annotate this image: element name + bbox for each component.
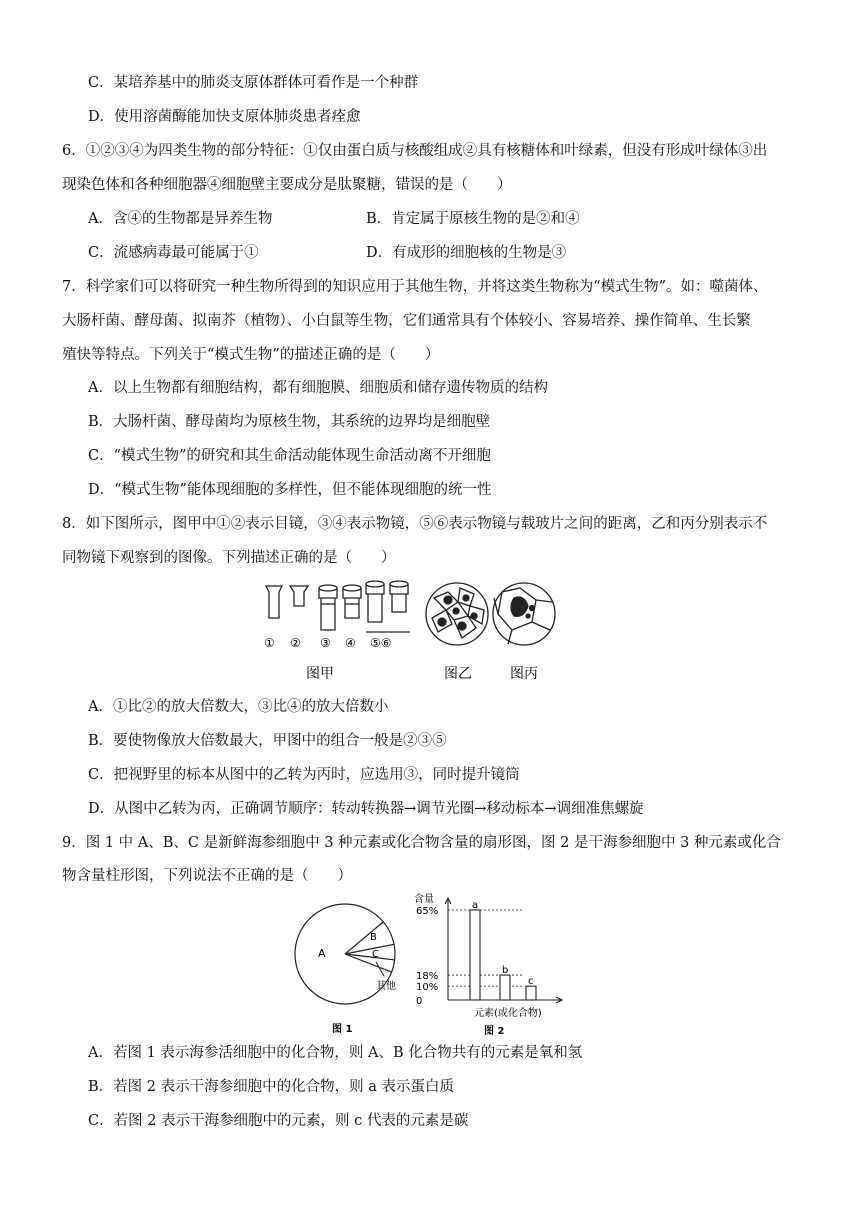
bar-c — [526, 986, 536, 1000]
q8-option-b: B．要使物像放大倍数最大，甲图中的组合一般是②③⑤ — [88, 733, 447, 749]
view-bing-icon — [493, 583, 555, 645]
objective-3-icon — [319, 585, 337, 630]
q7-stem-line1: 7．科学家们可以将研究一种生物所得到的知识应用于其他生物，并将这类生物称为“模式生物”。如：噬菌体、 — [62, 279, 768, 295]
q6-stem-line2: 现染色体和各种细胞器④细胞壁主要成分是肽聚糖，错误的是（ ） — [62, 177, 512, 193]
q7-option-d: D．“模式生物”能体现细胞的多样性，但不能体现细胞的统一性 — [88, 482, 492, 498]
fig2-caption: 图 2 — [484, 1026, 505, 1037]
fig-number-2: ② — [290, 636, 301, 650]
pie-label-other: 其他 — [376, 981, 396, 992]
bar-label-a: a — [472, 900, 479, 911]
q7-option-a: A．以上生物都有细胞结构，都有细胞膜、细胞质和储存遗传物质的结构 — [88, 380, 548, 396]
bar-tick-label: 18% — [416, 971, 439, 983]
fig-number-3: ③ — [320, 636, 331, 650]
q8-option-d: D．从图中乙转为丙，正确调节顺序：转动转换器→调节光圈→移动标本→调细准焦螺旋 — [88, 801, 644, 817]
q5-option-c: C．某培养基中的肺炎支原体群体可看作是一个种群 — [88, 75, 419, 91]
q8-option-c: C．把视野里的标本从图中的乙转为丙时，应选用③，同时提升镜筒 — [88, 767, 520, 783]
bar-tick-label: 0 — [416, 996, 423, 1007]
q9-option-a: A．若图 1 表示海参活细胞中的化合物，则 A、B 化合物共有的元素是氧和氢 — [88, 1045, 583, 1061]
bar-b — [500, 975, 510, 1000]
fig-number-4: ④ — [345, 636, 356, 650]
q9-option-c: C．若图 2 表示干海参细胞中的元素，则 c 代表的元素是碳 — [88, 1113, 469, 1129]
q6-option-b: B．肯定属于原核生物的是②和④ — [366, 211, 580, 227]
fig-label-yi: 图乙 — [444, 666, 472, 682]
pie-label-a: A — [318, 947, 326, 960]
fig-number-56: ⑤⑥ — [370, 636, 392, 650]
pie-label-c: C — [372, 949, 379, 960]
bar-label-b: b — [502, 965, 509, 977]
bar-tick-label: 10% — [416, 982, 439, 994]
q7-option-c: C．“模式生物”的研究和其生命活动能体现生命活动离不开细胞 — [88, 448, 491, 464]
fig-number-1: ① — [264, 636, 275, 650]
fig-label-bing: 图丙 — [510, 666, 538, 682]
bar-ylabel: 含量 — [414, 894, 434, 905]
bar-tick-label: 65% — [416, 906, 439, 917]
bar-a — [470, 910, 480, 1000]
view-yi-icon — [426, 583, 488, 645]
fig1-caption: 图 1 — [332, 1024, 353, 1035]
bar-label-c: c — [528, 976, 534, 988]
q9-stem-line1: 9．图 1 中 A、B、C 是新鲜海参细胞中 3 种元素或化合物含量的扇形图，图 2 是干海参细胞中 3 种元素或化合 — [62, 835, 781, 851]
q6-option-a: A．含④的生物都是异养生物 — [88, 211, 273, 227]
q9-option-b: B．若图 2 表示干海参细胞中的化合物，则 a 表示蛋白质 — [88, 1079, 454, 1095]
q7-option-b: B．大肠杆菌、酵母菌均为原核生物，其系统的边界均是细胞壁 — [88, 414, 491, 430]
microscope-figure — [262, 578, 562, 688]
eyepiece-2-icon — [290, 586, 308, 606]
bar-xlabel: 元素(或化合物) — [474, 1008, 542, 1019]
q9-stem-line2: 物含量柱形图，下列说法不正确的是（ ） — [62, 868, 352, 884]
pie-chart-fig1 — [290, 896, 423, 1036]
q7-stem-line3: 殖快等特点。下列关于“模式生物”的描述正确的是（ ） — [62, 347, 440, 363]
q6-option-d: D．有成形的细胞核的生物是③ — [366, 245, 567, 261]
q6-stem-line1: 6．①②③④为四类生物的部分特征：①仅由蛋白质与核酸组成②具有核糖体和叶绿素，但没有形成叶绿体③出 — [62, 143, 768, 159]
q8-stem-line1: 8．如下图所示，图甲中①②表示目镜，③④表示物镜，⑤⑥表示物镜与载玻片之间的距离，乙和丙分别表示不 — [62, 516, 768, 532]
q5-option-d: D．使用溶菌酶能加快支原体肺炎患者痊愈 — [88, 109, 361, 125]
q8-stem-line2: 同物镜下观察到的图像。下列描述正确的是（ ） — [62, 550, 396, 566]
objective-distance-icon — [366, 581, 410, 632]
objective-4-icon — [343, 585, 361, 618]
eyepiece-1-icon — [266, 586, 282, 618]
q8-option-a: A．①比②的放大倍数大，③比④的放大倍数小 — [88, 699, 389, 715]
q7-stem-line2: 大肠杆菌、酵母菌、拟南芥（植物）、小白鼠等生物，它们通常具有个体较小、容易培养、操作简单、生长繁 — [62, 313, 751, 329]
bar-chart-fig2 — [412, 892, 572, 1038]
q6-option-c: C．流感病毒最可能属于① — [88, 245, 259, 261]
fig-label-jia: 图甲 — [306, 666, 334, 682]
pie-slice-boundary-1 — [345, 944, 394, 954]
pie-label-b: B — [370, 932, 377, 943]
